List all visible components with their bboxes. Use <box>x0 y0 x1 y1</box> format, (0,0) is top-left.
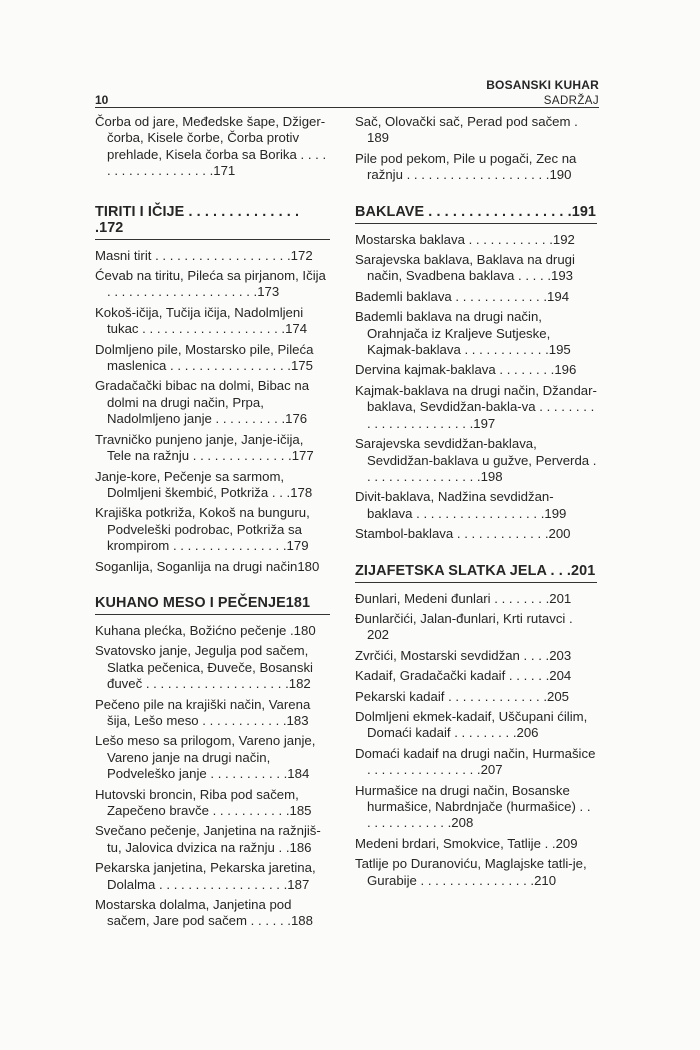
toc-entry: Pečeno pile na krajiški način, Varena šija, Lešo meso . . . . . . . . . . . .183 <box>95 696 311 728</box>
entry-group-a <box>95 114 330 180</box>
toc-entry: Sarajevska baklava, Baklava na drugi način, Svadbena baklava . . . . .193 <box>355 252 575 284</box>
toc-entry: Lešo meso sa prilogom, Vareno janje, Vareno janje na drugi način, Podveleško janje . . . . . . . . . . .184 <box>95 733 316 782</box>
toc-entry: Medeni brdari, Smokvice, Tatlije . .209 <box>355 835 578 851</box>
toc-entry: Soganlija, Soganlija na drugi način180 <box>95 558 320 574</box>
toc-entry: Stambol-baklava . . . . . . . . . . . . .200 <box>355 526 571 542</box>
toc-entry: Dolmljeni ekmek-kadaif, Uščupani ćilim, Domaći kadaif . . . . . . . . .206 <box>355 708 588 741</box>
header-rule <box>95 107 599 108</box>
toc-entry: Krajiška potkriža, Kokoš na bunguru, Podveleški podrobac, Potkriža sa krompirom . . . . . . . . . . . . . . . .179 <box>95 505 310 554</box>
toc-entry: Zvrčići, Mostarski sevdidžan . . . .203 <box>355 647 572 663</box>
toc-entry: Divit-baklava, Nadžina sevdidžan-baklava . . . . . . . . . . . . . . . . . .199 <box>355 489 567 521</box>
toc-entry: Dervina kajmak-baklava . . . . . . . .196 <box>355 362 577 378</box>
toc-entry: Tatlije po Duranoviću, Maglajske tatli-je, Gurabije . . . . . . . . . . . . . . . .210 <box>355 856 587 888</box>
toc-entry: Hutovski broncin, Riba pod sačem, Zapečeno bravče . . . . . . . . . . .185 <box>95 786 312 818</box>
toc-entry: Sarajevska sevdidžan-baklava, Sevdidžan-baklava u gužve, Perverda . . . . . . . . . . . . . . . . .198 <box>355 436 597 484</box>
toc-entry: Svečano pečenje, Janjetina na ražnjiš-tu, Jalovica dvizica na ražnju . .186 <box>95 823 321 855</box>
entry-group-zijafetska <box>355 591 597 890</box>
book-title: BOSANSKI KUHAR <box>486 78 599 92</box>
toc-entry: Đunlarčići, Jalan-đunlari, Krti rutavci . 202 <box>355 610 573 643</box>
toc-entry: Đunlari, Medeni đunlari . . . . . . . .201 <box>355 590 572 606</box>
section-title: SADRŽAJ <box>543 95 599 107</box>
toc-entry: Bademli baklava na drugi način, Orahnjača iz Kraljeve Sutjeske, Kajmak-baklava . . . . . . . . . . . .195 <box>355 309 571 358</box>
toc-entry: Pekarski kadaif . . . . . . . . . . . . . .205 <box>355 688 570 704</box>
toc-entry: Domaći kadaif na drugi način, Hurmašice . . . . . . . . . . . . . . . .207 <box>355 745 596 778</box>
toc-entry: Dolmljeno pile, Mostarsko pile, Pileća maslenica . . . . . . . . . . . . . . . . .175 <box>95 341 314 374</box>
toc-entry: Gradačački bibac na dolmi, Bibac na dolmi na drugi način, Prpa, Nadolmljeno janje . . . . . . . . . .176 <box>95 378 310 427</box>
page-header <box>95 78 599 108</box>
page-number: 10 <box>95 93 109 107</box>
entry-group-tiriti <box>95 248 330 575</box>
toc-entry: Kajmak-baklava na drugi način, Džandar-baklava, Sevdidžan-bakla-va . . . . . . . . . . . . . . . . . . . . . . .197 <box>355 382 597 431</box>
toc-entry: Pekarska janjetina, Pekarska jaretina, Dolalma . . . . . . . . . . . . . . . . . .187 <box>95 860 316 892</box>
toc-entry: Ćevab na tiritu, Pileća sa pirjanom, Ičija . . . . . . . . . . . . . . . . . . . . .173 <box>95 268 326 300</box>
toc-entry: Kuhana plećka, Božićno pečenje .180 <box>95 622 316 638</box>
toc-entry: Hurmašice na drugi način, Bosanske hurmašice, Nabrdnjače (hurmašice) . . . . . . . . . . . . . .208 <box>355 782 591 831</box>
toc-entry: Travničko punjeno janje, Janje-ičija, Tele na ražnju . . . . . . . . . . . . . .177 <box>95 431 314 464</box>
toc-entry: Kokoš-ičija, Tučija ičija, Nadolmljeni tukac . . . . . . . . . . . . . . . . . . . .174 <box>95 304 308 337</box>
toc-entry: Kadaif, Gradačački kadaif . . . . . .204 <box>355 668 572 684</box>
toc-entry: Čorba od jare, Međedske šape, Džiger-čorba, Kisele čorbe, Čorba protiv prehlade, Kisela čorba sa Borika . . . . . . . . . . . . . . . . . . .171 <box>95 114 327 179</box>
toc-entry: Bademli baklava . . . . . . . . . . . . .194 <box>355 288 570 304</box>
chapter-heading-baklave: BAKLAVE . . . . . . . . . . . . . . . . . .191 <box>355 204 597 224</box>
right-column <box>355 114 597 893</box>
chapter-heading-zijafetska: ZIJAFETSKA SLATKA JELA . . .201 <box>355 563 597 583</box>
toc-entry: Mostarska dolalma, Janjetina pod sačem, Jare pod sačem . . . . . .188 <box>95 897 313 929</box>
chapter-heading-tiriti: TIRITI I IČIJE . . . . . . . . . . . . . . .172 <box>95 204 330 240</box>
toc-entry: Sač, Olovački sač, Perad pod sačem . 189 <box>355 114 578 146</box>
entry-group-baklave <box>355 232 597 543</box>
entry-group-b <box>355 114 597 184</box>
toc-entry: Mostarska baklava . . . . . . . . . . . .192 <box>355 231 575 247</box>
left-column <box>95 114 330 934</box>
entry-group-kuhano-meso <box>95 623 330 930</box>
chapter-heading-kuhano-meso: KUHANO MESO I PEČENJE181 <box>95 595 330 615</box>
toc-entry: Svatovsko janje, Jegulja pod sačem, Slatka pečenica, Đuveče, Bosanski đuveč . . . . . . . . . . . . . . . . . . . .182 <box>95 643 313 692</box>
toc-entry: Janje-kore, Pečenje sa sarmom, Dolmljeni škembić, Potkriža . . .178 <box>95 468 313 500</box>
toc-entry: Pile pod pekom, Pile u pogači, Zec na ražnju . . . . . . . . . . . . . . . . . . . .190 <box>355 150 577 183</box>
toc-entry: Masni tirit . . . . . . . . . . . . . . . . . . .172 <box>95 247 313 263</box>
